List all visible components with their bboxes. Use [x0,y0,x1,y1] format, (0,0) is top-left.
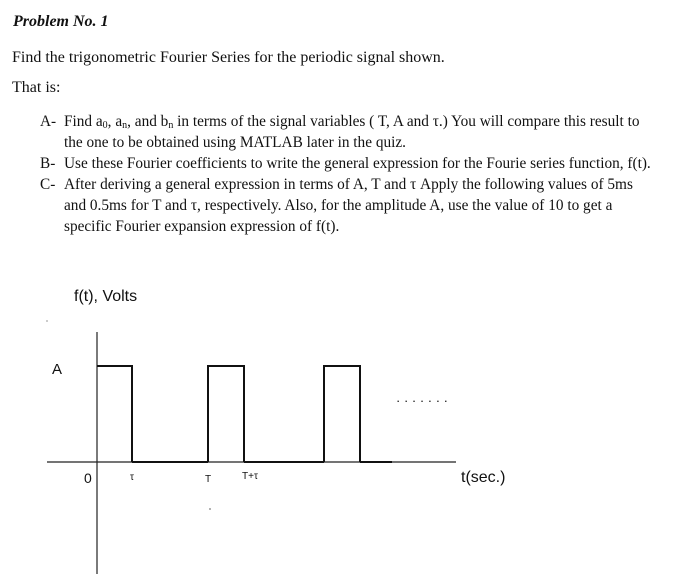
amplitude-label: A [52,361,63,378]
task-a-line-1: Find $a_0$, $a_n$, and $b_n$ in terms of the signal variables ( T, A and τ.) You will compare this result to [64,113,640,131]
period-plus-tau-tick-label: T+τ [242,471,258,482]
that-is-label: That is: [12,79,61,96]
task-marker-a: A- [40,113,57,130]
y-axis-label: f(t), Volts [74,288,138,305]
pulse-3 [324,366,360,462]
task-b-line-1: Use these Fourier coefficients to write the general expression for the Fourie series function, f(t). [64,155,651,172]
problem-statement: Find the trigonometric Fourier Series for the periodic signal shown. [12,49,445,66]
task-c-line-2: and 0.5ms for T and τ, respectively. Also, for the amplitude A, use the value of 10 to get a [64,197,613,214]
continuation-dots: · · · · · · · [396,393,448,408]
period-tick-label: T [205,474,212,485]
origin-label: 0 [84,470,92,486]
task-a-line-2: the one to be obtained using MATLAB later in the quiz. [64,134,406,151]
problem-title: Problem No. 1 [13,13,109,30]
task-marker-b: B- [40,155,56,172]
task-marker-c: C- [40,176,56,193]
tau-tick-label: τ [130,472,134,483]
pulse-1 [97,366,132,462]
x-axis-label: t(sec.) [461,469,506,486]
task-c-line-3: specific Fourier expansion expression of f(t). [64,218,340,235]
pulse-2 [208,366,244,462]
task-c-line-1: After deriving a general expression in terms of A, T and τ Apply the following values of 5ms [64,176,633,193]
